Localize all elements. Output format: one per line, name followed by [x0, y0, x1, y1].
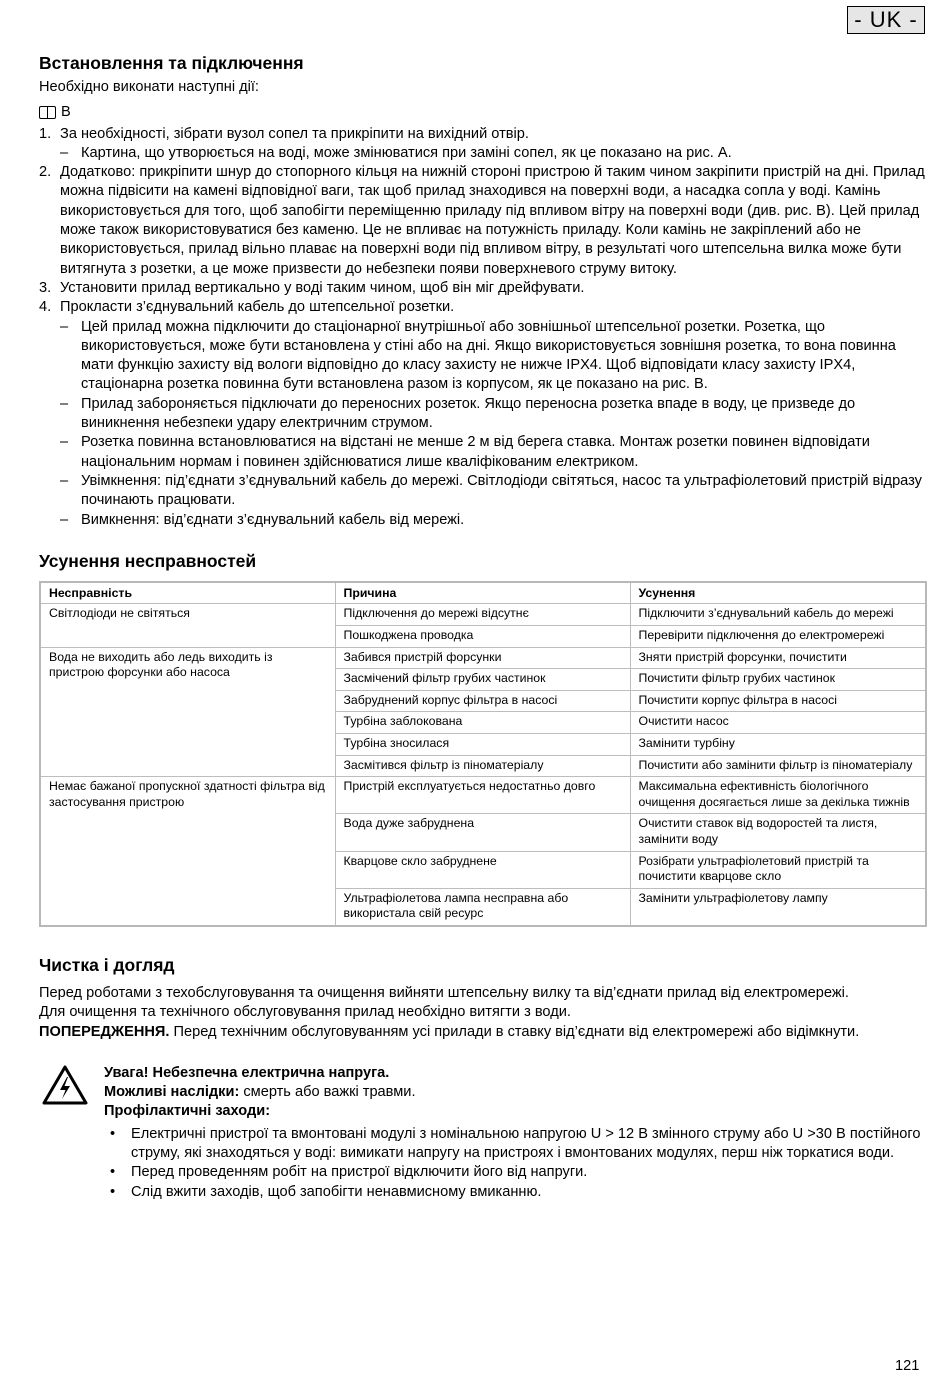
step-text: Додатково: прикріпити шнур до стопорного кільця на нижній стороні пристрою й таким чином закріпити пристрій на дні. Прилад можна підвісити на камені відповідної ваги, так щоб прилад знаходився на поверхні води, а насадка сопла у воді. Камінь використовується для того, щоб запобігти переміщенню приладу під впливом вітру на поверхні води (див. рис. В). Цей прилад може також використовуватися без каменю. Це не впливає на потужність приладу. Коли камінь не закріплений або не використовується, прилад вільно плаває на поверхні води під впливом вітру, в результаті чого штепсельна вилка може бути витягнута з розетки, а це може призвести до небезпеки появи поверхневого струму витоку. — [60, 164, 925, 277]
fault-cell: Вода не виходить або ледь виходить із пристрою форсунки або насоса — [40, 647, 335, 777]
remedy-cell: Очистити насос — [630, 712, 926, 734]
table-row — [40, 604, 926, 626]
remedy-cell: Зняти пристрій форсунки, почистити — [630, 647, 926, 669]
remedy-cell: Почистити або замінити фільтр із піноматеріалу — [630, 755, 926, 777]
electric-hazard-icon — [42, 1065, 88, 1105]
page-number: 121 — [895, 1358, 920, 1374]
cause-cell: Забився пристрій форсунки — [335, 647, 630, 669]
step-subitem: – Картина, що утворюється на воді, може змінюватися при заміні сопел, як це показано на рис. А. — [60, 144, 927, 163]
cause-cell: Вода дуже забруднена — [335, 814, 630, 851]
step-subitem: – Розетка повинна встановлюватися на відстані не менше 2 м від берега ставка. Монтаж розетки повинен відповідати національним нормам і повинен здійснюватися лише кваліфікованим електриком. — [60, 433, 927, 472]
installation-step — [39, 298, 927, 530]
cause-cell: Кварцове скло забруднене — [335, 851, 630, 888]
installation-heading: Встановлення та підключення — [39, 53, 304, 73]
care-warning-paragraph — [39, 1023, 927, 1042]
step-subitem: – Увімкнення: під’єднати з’єднувальний кабель до мережі. Світлодіоди світяться, насос та ультрафіолетовий пристрій відразу починають працювати. — [60, 472, 927, 511]
cause-cell: Підключення до мережі відсутнє — [335, 604, 630, 626]
warning-prevention-label: Профілактичні заходи: — [104, 1103, 271, 1120]
cause-cell: Пошкоджена проводка — [335, 626, 630, 648]
step-text: За необхідності, зібрати вузол сопел та прикріпити на вихідний отвір. — [60, 125, 529, 142]
fault-cell: Світлодіоди не світяться — [40, 604, 335, 647]
care-section — [39, 954, 927, 1202]
cause-cell: Забруднений корпус фільтра в насосі — [335, 690, 630, 712]
warning-text: Перед технічним обслуговуванням усі прилади в ставку від’єднати від електромережі або відімкнути. — [169, 1023, 860, 1040]
troubleshooting-heading: Усунення несправностей — [39, 550, 257, 571]
remedy-cell: Максимальна ефективність біологічного очищення досягається лише за декілька тижнів — [630, 777, 926, 814]
page-content — [39, 52, 927, 1202]
installation-section — [39, 52, 927, 530]
step-number: 3. — [39, 279, 52, 296]
figure-reference — [39, 103, 927, 122]
step-sublist — [60, 144, 927, 163]
care-heading: Чистка і догляд — [39, 954, 175, 975]
cause-cell: Ультрафіолетова лампа несправна або використала свій ресурс — [335, 888, 630, 926]
table-row — [40, 647, 926, 669]
column-header-fault: Несправність — [40, 582, 335, 604]
step-number: 2. — [39, 164, 52, 181]
prevention-item: • Слід вжити заходів, щоб запобігти ненавмисному вмиканню. — [104, 1183, 927, 1202]
care-paragraph-1: Перед роботами з техобслуговування та очищення вийняти штепсельну вилку та від’єднати прилад від електромережі. — [39, 984, 849, 1001]
step-subitem: – Цей прилад можна підключити до стаціонарної внутрішньої або зовнішньої штепсельної розетки. Розетка, що використовується, може бути встановлена у стіні або на дні. Якщо використовується зовнішня розетка, то вона повинна мати функцію захисту від вологи відповідно до класу захисту не нижче IPX4. Щоб відповідати класу захисту IPX4, стаціонарна розетка повинна бути встановлена разом із корпусом, як це показано на рис. B. — [60, 318, 927, 395]
installation-step — [39, 279, 927, 298]
remedy-cell: Почистити корпус фільтра в насосі — [630, 690, 926, 712]
cause-cell: Засмічений фільтр грубих частинок — [335, 669, 630, 691]
table-row — [40, 777, 926, 814]
warning-label: ПОПЕРЕДЖЕННЯ. — [39, 1023, 170, 1040]
remedy-cell: Перевірити підключення до електромережі — [630, 626, 926, 648]
prevention-item: • Електричні пристрої та вмонтовані модулі з номінальною напругою U > 12 В змінного струму або U >30 В постійного струму, які знаходяться у воді: вимикати напругу на пристроях і вмонтованих модулях, перш ніж торкатися води. — [104, 1125, 927, 1164]
remedy-cell: Розібрати ультрафіолетовий пристрій та почистити кварцове скло — [630, 851, 926, 888]
cause-cell: Засмітився фільтр із піноматеріалу — [335, 755, 630, 777]
remedy-cell: Підключити з’єднувальний кабель до мережі — [630, 604, 926, 626]
cause-cell: Пристрій експлуатується недостатньо довго — [335, 777, 630, 814]
remedy-cell: Замінити турбіну — [630, 733, 926, 755]
warning-consequences: Можливі наслідки: смерть або важкі травми. — [104, 1084, 416, 1101]
troubleshooting-section — [39, 550, 927, 927]
step-subitem: – Прилад забороняється підключати до переносних розеток. Якщо переносна розетка впаде в воду, це призведе до виникнення небезпеки удару електричним струмом. — [60, 395, 927, 434]
cause-cell: Турбіна зносилася — [335, 733, 630, 755]
column-header-remedy: Усунення — [630, 582, 926, 604]
step-number: 4. — [39, 299, 52, 316]
installation-intro: Необхідно виконати наступні дії: — [39, 79, 259, 95]
book-icon — [39, 106, 56, 119]
prevention-list — [104, 1125, 927, 1202]
remedy-cell: Почистити фільтр грубих частинок — [630, 669, 926, 691]
cause-cell: Турбіна заблокована — [335, 712, 630, 734]
step-sublist — [60, 318, 927, 530]
fault-cell: Немає бажаної пропускної здатності фільтра від застосування пристрою — [40, 777, 335, 926]
troubleshooting-table — [39, 581, 927, 927]
step-text: Прокласти з’єднувальний кабель до штепсельної розетки. — [60, 299, 455, 316]
figure-label: B — [61, 104, 71, 121]
installation-steps — [39, 125, 927, 530]
step-number: 1. — [39, 125, 52, 142]
installation-step — [39, 125, 927, 164]
step-text: Установити прилад вертикально у воді таким чином, щоб він міг дрейфувати. — [60, 279, 585, 296]
prevention-item: • Перед проведенням робіт на пристрої відключити його від напруги. — [104, 1163, 927, 1182]
remedy-cell: Замінити ультрафіолетову лампу — [630, 888, 926, 926]
electrical-warning-box — [39, 1064, 927, 1202]
warning-title: Увага! Небезпечна електрична напруга. — [104, 1064, 390, 1081]
installation-step — [39, 163, 927, 279]
language-tag: - UK - — [847, 6, 925, 34]
remedy-cell: Очистити ставок від водоростей та листя, замінити воду — [630, 814, 926, 851]
step-subitem: – Вимкнення: від’єднати з’єднувальний кабель від мережі. — [60, 511, 927, 530]
care-paragraph-2: Для очищення та технічного обслуговування прилад необхідно витягти з води. — [39, 1004, 571, 1021]
table-header-row — [40, 582, 926, 604]
column-header-cause: Причина — [335, 582, 630, 604]
